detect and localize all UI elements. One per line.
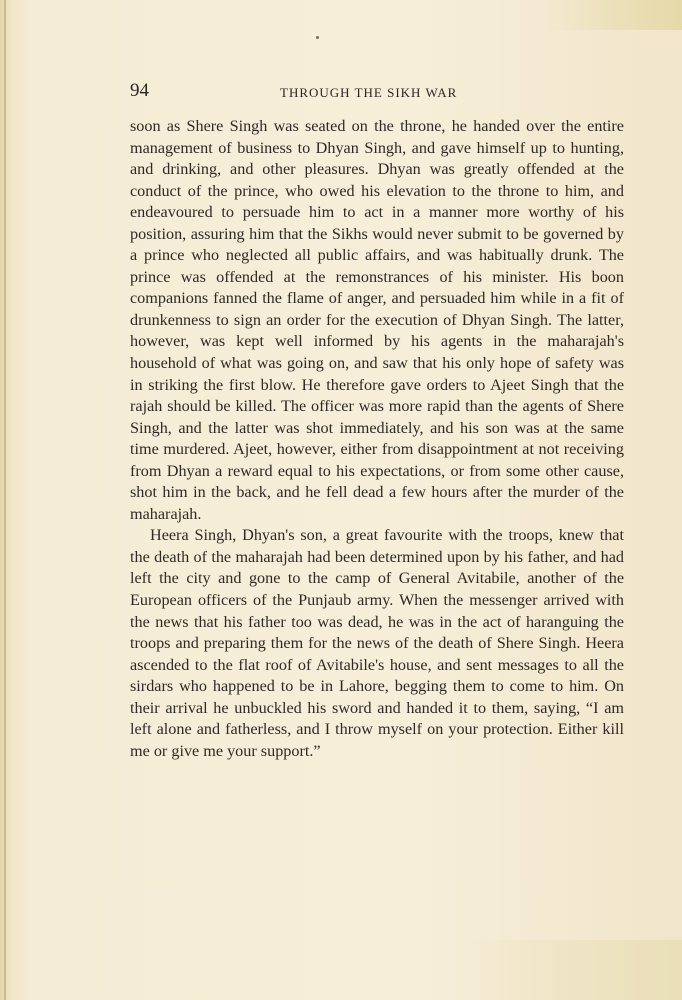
paragraph-2: Heera Singh, Dhyan's son, a great favourite with the troops, knew that the death of the maharajah had been determined upon by his father, and had left the city and gone to the camp of General Avitabile, another of the European officers of the Punjaub army. When the messenger arrived with the news that his father too was dead, he was in the act of haranguing the troops and preparing them for the news of the death of Shere Singh. Heera ascended to the flat roof of Avitabile's house, and sent messages to all the sirdars who happened to be in Lahore, begging them to come to him. On their arrival he unbuckled his sword and handed it to them, saying, “I am left alone and fatherless, and I throw myself on your protection. Either kill me or give me your support.” <box>130 526 624 760</box>
body-text <box>130 116 624 762</box>
page-gutter-edge <box>4 0 6 1000</box>
paragraph-1: soon as Shere Singh was seated on the throne, he handed over the entire management of business to Dhyan Singh, and gave himself up to hunting, and drinking, and other pleasures. Dhyan was greatly offended at the conduct of the prince, who owed his elevation to the throne to him, and endeavoured to persuade him to act in a manner more worthy of his position, assuring him that the Sikhs would never submit to be governed by a prince who neglected all public affairs, and was habitually drunk. The prince was offended at the remonstrances of his minister. His boon companions fanned the flame of anger, and persuaded him while in a fit of drunkenness to sign an order for the execution of Dhyan Singh. The latter, however, was kept well informed by his agents in the maharajah's household of what was going on, and saw that his only hope of safety was in striking the first blow. He therefore gave orders to Ajeet Singh that the rajah should be killed. The officer was more rapid than the agents of Shere Singh, and the latter was shot immediately, and his son was at the same time murdered. Ajeet, however, either from disappointment at not receiving from Dhyan a reward equal to his expectations, or from some other cause, shot him in the back, and he fell dead a few hours after the murder of the maharajah. <box>130 117 624 523</box>
page-header <box>130 80 624 106</box>
page-stain-top <box>542 0 682 30</box>
page-number: 94 <box>130 80 149 101</box>
ink-speck <box>316 36 319 39</box>
page-stain-bottom <box>462 940 682 1000</box>
running-head: THROUGH THE SIKH WAR <box>280 85 458 100</box>
